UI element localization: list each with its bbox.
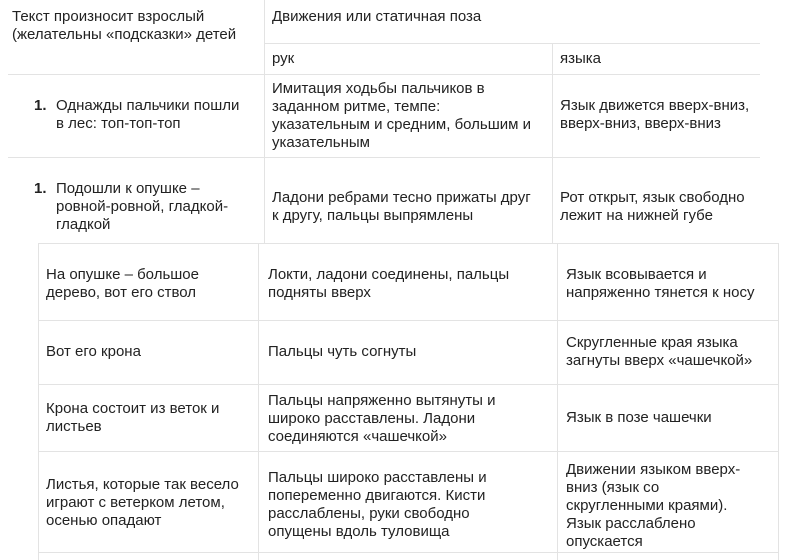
- row-hands: Пальцы чуть согнуты: [268, 343, 417, 360]
- header-hands-column: рук: [272, 50, 295, 67]
- row-tongue: Рот открыт, язык свободно лежит на нижней губе: [560, 189, 745, 224]
- header-top-divider: [264, 43, 760, 44]
- row-text: Листья, которые так весело играют с ветерком летом, осенью опадают: [46, 476, 239, 529]
- row-hands: Локти, ладони соединены, пальцы подняты вверх: [268, 266, 510, 301]
- header-tongue-column: языка: [560, 50, 602, 67]
- row-tongue: Движении языком вверх- вниз (язык со скругленными краями). Язык расслаблено опускается: [566, 461, 741, 550]
- row-text: На опушке – большое дерево, вот его ствол: [46, 266, 199, 301]
- header-text-column: Текст произносит взрослый (желательны «подсказки» детей: [12, 8, 237, 43]
- row-number: 1.: [34, 97, 47, 114]
- row-divider: [38, 552, 778, 553]
- column-divider: [264, 0, 265, 243]
- row-hands: Ладони ребрами тесно прижаты друг к другу, пальцы выпрямлены: [272, 189, 531, 224]
- header-movements-group: Движения или статичная поза: [272, 8, 482, 25]
- row-hands: Имитация ходьбы пальчиков в заданном ритме, темпе: указательным и средним, большим и указательным: [272, 80, 532, 151]
- row-divider: [8, 157, 760, 158]
- column-divider: [258, 243, 259, 560]
- row-divider: [38, 320, 778, 321]
- row-tongue: Язык в позе чашечки: [566, 409, 712, 426]
- row-hands: Пальцы широко расставлены и попеременно двигаются. Кисти расслаблены, руки свободно опущены вдоль туловища: [268, 469, 487, 540]
- row-number: 1.: [34, 180, 47, 197]
- row-tongue: Язык всовывается и напряженно тянется к носу: [566, 266, 755, 301]
- column-divider: [557, 243, 558, 560]
- row-divider: [38, 384, 778, 385]
- row-hands: Пальцы напряженно вытянуты и широко расставлены. Ладони соединяются «чашечкой»: [268, 392, 496, 445]
- row-text: Крона состоит из веток и листьев: [46, 400, 220, 435]
- column-divider: [552, 43, 553, 243]
- row-text: Вот его крона: [46, 343, 141, 360]
- column-divider: [38, 243, 39, 560]
- header-bottom-divider: [8, 74, 760, 75]
- row-tongue: Скругленные края языка загнуты вверх «чашечкой»: [566, 334, 753, 369]
- row-divider: [38, 451, 778, 452]
- row-text: Однажды пальчики пошли в лес: топ-топ-топ: [56, 97, 240, 132]
- row-tongue: Язык движется вверх-вниз, вверх-вниз, вверх-вниз: [560, 97, 750, 132]
- row-divider: [38, 243, 778, 244]
- row-text: Подошли к опушке – ровной-ровной, гладкой- гладкой: [56, 180, 229, 233]
- column-divider: [778, 243, 779, 560]
